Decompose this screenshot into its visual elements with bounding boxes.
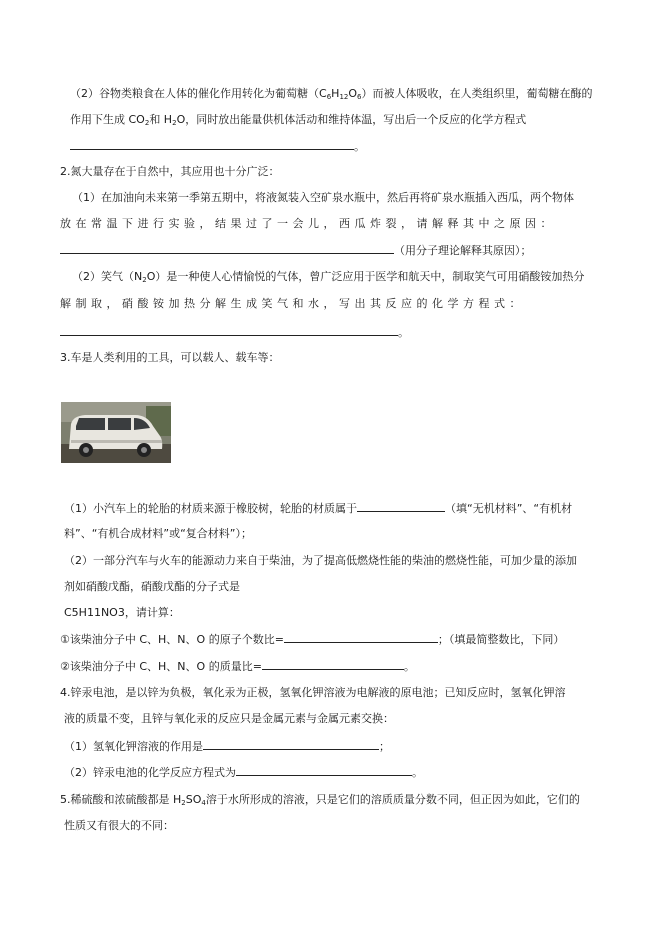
answer-blank[interactable] [357,500,445,512]
minivan-photo [61,402,171,463]
answer-blank[interactable] [236,764,412,776]
q2-part1-line2: 放在常温下进行实验，结果过了一会儿，西瓜炸裂，请解释其中之原因： [60,217,556,230]
q3-calc2: ②该柴油分子中 C、H、N、O 的质量比= 。 [60,660,415,673]
answer-blank[interactable] [60,324,398,336]
answer-blank[interactable] [203,738,379,750]
q4-title-line2: 液的质量不变，且锌与氧化汞的反应只是金属元素与金属元素交换： [64,712,394,725]
answer-blank[interactable] [262,658,404,670]
answer-blank[interactable] [70,138,354,150]
q3-part2-line1: （2）一部分汽车与火车的能源动力来自于柴油，为了提高低燃烧性能的柴油的燃烧性能，可加少量的添加 [64,554,577,567]
q3-title: 3.车是人类利用的工具，可以载人、载车等： [60,351,280,364]
q5-title-line1: 5.稀硫酸和浓硫酸都是 $H_2SO_4$溶于水所形成的溶液，只是它们的溶质质量分数不同，但正因为如此，它们的 [60,793,580,807]
q2-part2-line2: 解制取，硝酸铵加热分解生成笑气和水，写出其反应的化学方程式： [60,297,525,310]
q2-part2-line3: 。 [60,324,409,340]
q1-part2-line2: 作用下生成 $CO_2$和 $H_2O$，同时放出能量供机体活动和维持体温，写出后一个反应的化学方程式 [70,113,527,127]
q4-part2: （2）锌汞电池的化学反应方程式为 。 [64,766,423,779]
answer-blank[interactable] [60,242,394,254]
answer-blank[interactable] [284,631,438,643]
q4-title-line1: 4.锌汞电池，是以锌为负极，氧化汞为正极，氢氧化钾溶液为电解液的原电池；已知反应时，氢氧化钾溶 [60,686,566,699]
q3-part1-line2: 料”、“有机合成材料”或“复合材料”）； [64,527,252,540]
q4-part1: （1）氢氧化钾溶液的作用是 ； [64,740,390,753]
q3-calc1: ①该柴油分子中 C、H、N、O 的原子个数比= ；（填最简整数比，下同） [60,633,565,646]
q1-part2-line3: 。 [70,138,365,154]
q2-part1-line1: （1）在加油向未来第一季第五期中，将液氮装入空矿泉水瓶中，然后再将矿泉水瓶插入西瓜，两个物体 [72,191,574,204]
minivan-icon [61,402,171,463]
q2-title: 2.氮大量存在于自然中，其应用也十分广泛： [60,165,280,178]
q2-part2-line1: （2）笑气$(N_2O)$是一种使人心情愉悦的气体，曾广泛应用于医学和航天中，制取笑气可用硝酸铵加热分 [72,270,585,284]
q5-title-line2: 性质又有很大的不同： [64,819,174,832]
q3-formula-line: C5H11NO3，请计算： [64,606,180,619]
q1-part2-line1: （2）谷物类粮食在人体的催化作用转化为葡萄糖$(C_6H_{12}O_6)$而被人体吸收，在人类组织里，葡萄糖在酶的 [70,87,593,101]
q3-part2-line2: 剂如硝酸戊酯，硝酸戊酯的分子式是 [64,580,240,593]
q3-part1-line1: （1）小汽车上的轮胎的材质来源于橡胶树，轮胎的材质属于 （填“无机材料”、“有机材 [64,502,573,515]
q2-part1-line3: （用分子理论解释其原因）； [60,242,532,258]
